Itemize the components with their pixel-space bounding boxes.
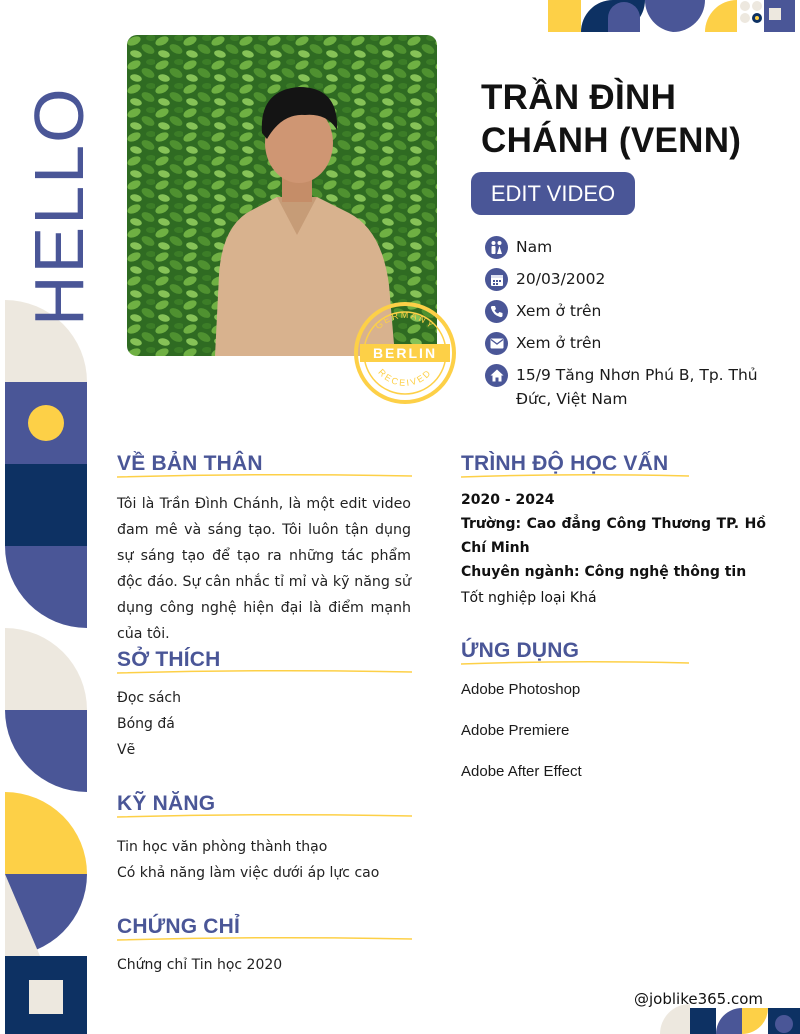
skill-item: Có khả năng làm việc dưới áp lực cao (117, 865, 380, 881)
hobby-item: Đọc sách (117, 690, 182, 706)
mail-icon (485, 332, 508, 355)
svg-text:RECEIVED (376, 367, 433, 388)
certificates-title: CHỨNG CHỈ (117, 915, 241, 938)
skills-underline (117, 813, 412, 819)
name-line-1: TRẦN ĐÌNH (481, 78, 677, 117)
education-title: TRÌNH ĐỘ HỌC VẤN (461, 452, 669, 475)
profile-name (481, 76, 791, 162)
footer-website: @joblike365.com (634, 990, 764, 1008)
apps-title: ỨNG DỤNG (461, 639, 580, 662)
about-underline (117, 473, 412, 479)
education-school: Trường: Cao đẳng Công Thương TP. Hồ Chí Minh (461, 516, 766, 556)
calendar-icon (485, 268, 508, 291)
svg-text:GERMANY (373, 310, 437, 331)
name-line-2: CHÁNH (VENN) (481, 121, 742, 160)
hobby-item: Bóng đá (117, 716, 175, 732)
hello-text: HELLO (20, 86, 98, 326)
hobby-item: Vẽ (117, 742, 136, 758)
hobbies-title: SỞ THÍCH (117, 648, 221, 671)
home-icon (485, 364, 508, 387)
app-item: Adobe After Effect (461, 763, 582, 780)
contact-gender (485, 238, 785, 259)
apps-underline (461, 660, 689, 666)
skill-item: Tin học văn phòng thành thạo (117, 839, 328, 855)
top-decorative-shapes (548, 0, 795, 32)
contact-text: Nam (516, 238, 553, 256)
contact-birthday (485, 270, 785, 291)
bottom-decorative-shapes (660, 1004, 800, 1034)
contact-phone (485, 302, 785, 323)
gender-icon (485, 236, 508, 259)
about-title: VỀ BẢN THÂN (117, 452, 263, 475)
education-grade: Tốt nghiệp loại Khá (461, 590, 597, 606)
hobbies-underline (117, 669, 412, 675)
certificate-item: Chứng chỉ Tin học 2020 (117, 957, 283, 973)
education-underline (461, 473, 689, 479)
stamp-middle-text: BERLIN (372, 345, 438, 361)
stamp-bottom-text: RECEIVED (376, 367, 434, 388)
stamp-top-text: GERMANY (373, 309, 437, 332)
skills-title: KỸ NĂNG (117, 792, 216, 815)
about-text: Tôi là Trần Đình Chánh, là một edit video đam mê và sáng tạo. Tôi luôn tận dụng sự sáng tạo để tạo ra những tác phẩm độc đáo. Sự cân nhắc tỉ mỉ và kỹ năng sử dụng công nghệ hiện đại là điểm mạnh của tôi. (117, 496, 411, 642)
contact-text: 20/03/2002 (516, 270, 606, 288)
contact-text: 15/9 Tăng Nhơn Phú B, Tp. Thủ Đức, Việt Nam (516, 366, 758, 408)
contact-address (485, 366, 785, 411)
phone-icon (485, 300, 508, 323)
hello-vertical-text (0, 60, 110, 330)
education-period: 2020 - 2024 (461, 492, 555, 508)
contact-text: Xem ở trên (516, 302, 602, 320)
certificates-underline (117, 936, 412, 942)
contact-text: Xem ở trên (516, 334, 602, 352)
education-major: Chuyên ngành: Công nghệ thông tin (461, 564, 747, 580)
contact-email (485, 334, 785, 355)
role-badge: EDIT VIDEO (471, 172, 635, 215)
app-item: Adobe Premiere (461, 722, 570, 739)
app-item: Adobe Photoshop (461, 681, 581, 698)
berlin-stamp (352, 300, 458, 406)
